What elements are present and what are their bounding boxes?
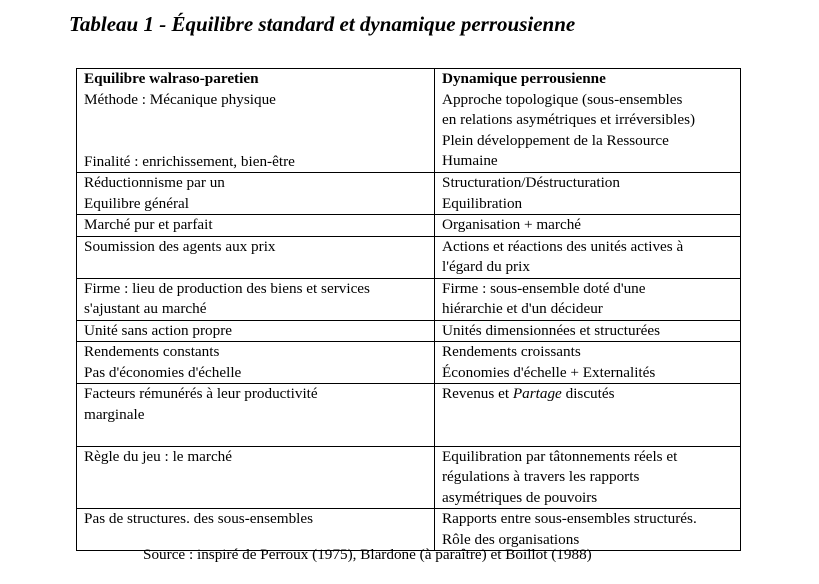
table-row [77,236,741,278]
table-row [77,384,741,447]
column-header-right: Dynamique perrousienne [442,70,606,87]
cell-text: Pas d'économies d'échelle [84,363,242,381]
comparison-table [76,68,741,551]
cell-text: Firme : lieu de production des biens et services [84,279,370,297]
cell-text: Equilibration par tâtonnements réels et [442,447,678,465]
cell-text: Soumission des agents aux prix [84,237,276,255]
table-cell [77,446,435,509]
cell-text: en relations asymétriques et irréversibles) [442,111,696,128]
table-cell [435,173,741,215]
cell-text: Rapports entre sous-ensembles structurés. [442,510,697,527]
table-cell [435,446,741,509]
table-cell [435,236,741,278]
table-row [77,446,741,509]
cell-text: Marché pur et parfait [84,216,213,233]
table-cell [77,384,435,447]
table-cell [77,215,435,237]
cell-text: régulations à travers les rapports [442,468,640,485]
cell-text: Méthode : Mécanique physique [84,90,276,108]
cell-text: Unité sans action propre [84,321,233,339]
cell-text: Réductionnisme par un [84,174,225,191]
cell-text: Facteurs rémunérés à leur productivité [84,385,318,402]
cell-text: Économies d'échelle + Externalités [442,363,656,381]
cell-text: Rendements croissants [442,343,581,360]
cell-text: Finalité : enrichissement, bien-être [84,152,295,170]
cell-text: Structuration/Déstructuration [442,174,620,191]
cell-text: marginale [84,405,145,423]
column-header-left: Equilibre walraso-paretien [84,70,259,87]
table-cell [77,342,435,384]
table-cell [435,320,741,342]
table-title: Tableau 1 - Équilibre standard et dynamique perrousienne [69,12,576,36]
cell-text: Approche topologique (sous-ensembles [442,90,683,108]
cell-text: l'égard du prix [442,258,530,275]
cell-text: s'ajustant au marché [84,300,207,317]
table-row [77,173,741,215]
table-cell [77,278,435,320]
table-row [77,69,741,173]
cell-text: Plein développement de la Ressource [442,131,669,149]
cell-text: Rendements constants [84,343,220,360]
cell-text: Rôle des organisations [442,530,580,548]
table-cell [77,173,435,215]
cell-text-emphasis: Partage [512,385,562,402]
cell-text: Unités dimensionnées et structurées [442,321,661,339]
cell-text: hiérarchie et d'un décideur [442,300,603,317]
cell-text: Firme : sous-ensemble doté d'une [442,279,646,297]
table-row [77,278,741,320]
table-row [77,215,741,237]
cell-text-part: discutés [561,385,615,402]
cell-text: Humaine [442,152,498,169]
table-cell [435,342,741,384]
source-note: Source : inspiré de Perroux (1975), Blardone (à paraître) et Boillot (1988) [143,546,592,563]
table-cell [77,509,435,551]
cell-text: Equilibration [442,194,523,212]
table-cell [435,509,741,551]
cell-text: Organisation + marché [442,216,582,233]
cell-text: Actions et réactions des unités actives à [442,237,684,255]
table-cell [435,69,741,173]
table-cell [77,320,435,342]
cell-text: Règle du jeu : le marché [84,447,233,465]
cell-text: Equilibre général [84,194,189,212]
table-row [77,320,741,342]
cell-text [442,384,736,405]
cell-text-part: Revenus et [442,385,513,402]
cell-spacer [84,425,430,446]
table-cell [435,215,741,237]
cell-text: asymétriques de pouvoirs [442,488,598,506]
table-cell [435,384,741,447]
table-cell [77,69,435,173]
table-cell [435,278,741,320]
table-cell [77,236,435,278]
table-row [77,509,741,551]
cell-text: Pas de structures. des sous-ensembles [84,510,314,527]
table-row [77,342,741,384]
